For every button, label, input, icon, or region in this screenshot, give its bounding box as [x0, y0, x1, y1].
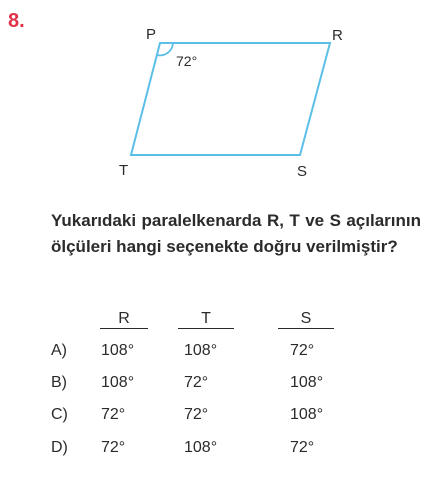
column-header-r: R	[100, 310, 148, 329]
option-b[interactable]	[0, 374, 434, 400]
option-value-r: 72°	[101, 439, 126, 456]
option-value-r: 108°	[101, 374, 135, 391]
question-text: Yukarıdaki paralelkenarda R, T ve S açılarının ölçüleri hangi seçenekte doğru verilmiştir?	[51, 211, 421, 256]
question-number: 8.	[8, 10, 25, 32]
option-value-t: 72°	[184, 374, 209, 391]
option-a[interactable]	[0, 342, 434, 368]
option-value-t: 108°	[184, 342, 218, 359]
option-value-t: 72°	[184, 406, 209, 423]
option-label: B)	[51, 374, 67, 391]
vertex-label-p: P	[146, 26, 157, 43]
option-label: C)	[51, 406, 68, 423]
vertex-label-r: R	[332, 27, 343, 44]
vertex-label-t: T	[119, 162, 129, 179]
parallelogram-shape	[131, 43, 330, 155]
option-value-s: 108°	[290, 374, 324, 391]
option-d[interactable]	[0, 439, 434, 465]
option-label: A)	[51, 342, 67, 359]
option-value-s: 108°	[290, 406, 324, 423]
angle-label-p: 72°	[176, 53, 198, 69]
vertex-label-s: S	[297, 163, 308, 180]
option-value-r: 72°	[101, 406, 126, 423]
option-value-r: 108°	[101, 342, 135, 359]
option-value-t: 108°	[184, 439, 218, 456]
option-label: D)	[51, 439, 68, 456]
option-value-s: 72°	[290, 439, 315, 456]
option-c[interactable]	[0, 406, 434, 432]
parallelogram-figure	[0, 0, 434, 200]
option-value-s: 72°	[290, 342, 315, 359]
column-header-s: S	[278, 310, 334, 329]
column-header-t: T	[178, 310, 234, 329]
